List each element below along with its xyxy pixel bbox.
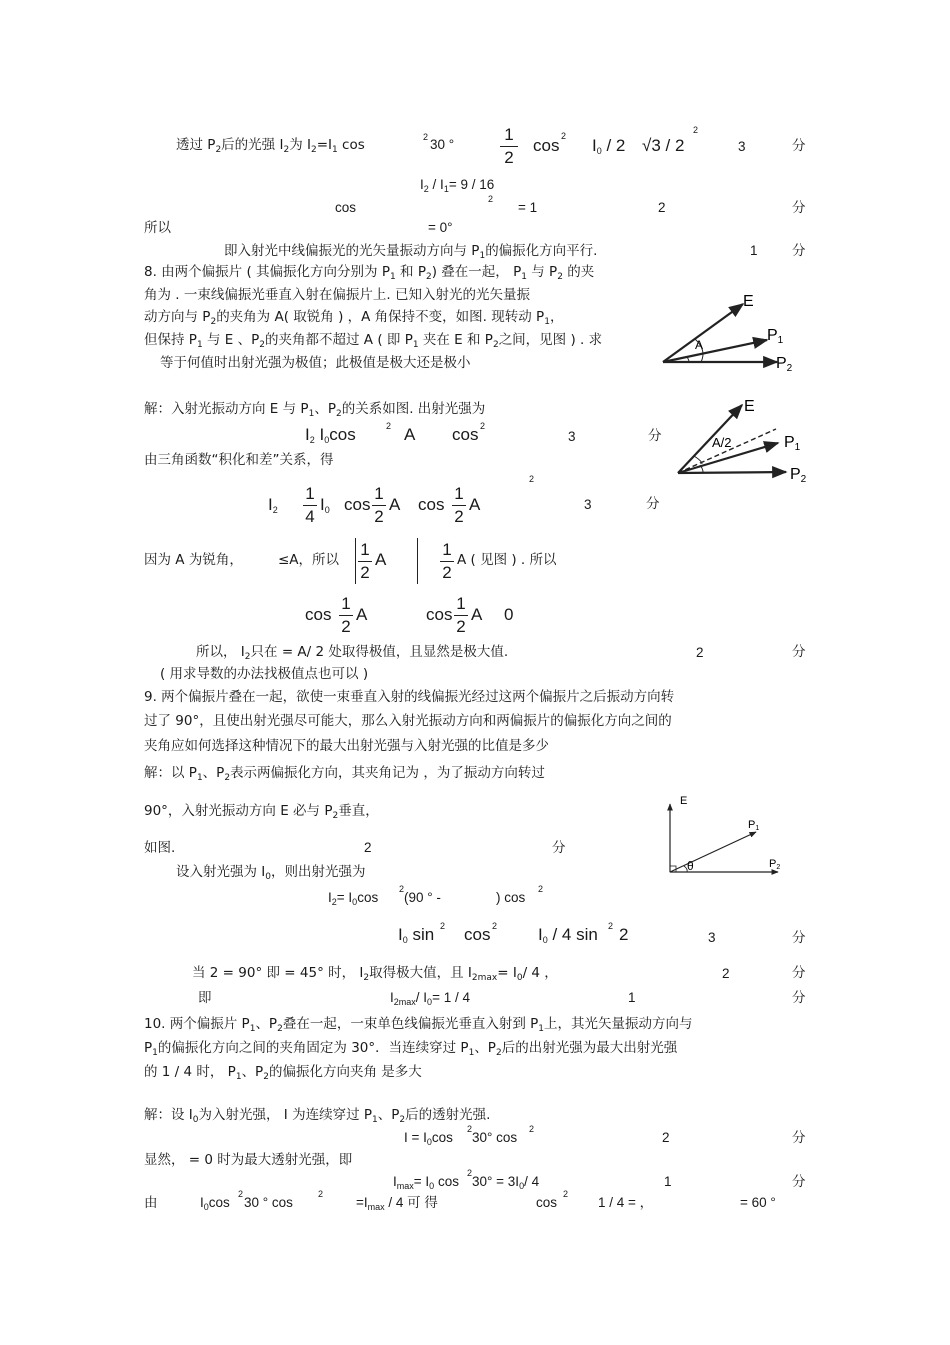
text-line: 如图. xyxy=(144,840,176,856)
score-unit: 分 xyxy=(792,1174,806,1190)
superscript: 2 xyxy=(467,1124,473,1134)
P1-label: P1 xyxy=(767,327,784,346)
score: 1 xyxy=(664,1174,672,1189)
math: $I_2= I_0\cos$ xyxy=(328,890,379,907)
superscript: 2 xyxy=(467,1168,473,1178)
text-line: $P_1$的偏振化方向之间的夹角固定为 30°．当连续穿过 $P_1$、$P_2$后的出射光强为最大出射光强 xyxy=(144,1040,678,1058)
fraction: 1 2 xyxy=(452,484,466,527)
math: 30° cos xyxy=(472,1130,518,1145)
math: A xyxy=(356,605,368,624)
fraction: 1 2 xyxy=(500,125,518,168)
superscript: 2 xyxy=(492,921,498,931)
text-line: 由三角函数“积化和差”关系，得 xyxy=(144,452,334,468)
math: cos xyxy=(344,495,371,514)
fraction: 1 2 xyxy=(454,594,468,637)
math: cos xyxy=(305,605,332,624)
score-unit: 分 xyxy=(646,496,660,512)
P2-label: P2 xyxy=(790,466,807,485)
score-unit: 分 xyxy=(792,990,806,1006)
math: cos xyxy=(533,136,560,155)
math: $I_{2max}/$ $I_0= 1 / 4$ xyxy=(390,990,470,1007)
superscript: 2 xyxy=(488,194,494,204)
fraction: 1 2 xyxy=(339,594,353,637)
text-line: 8. 由两个偏振片 ( 其偏振化方向分别为 $P_1$ 和 $P_2$) 叠在一起， $P_1$ 与 $P_2$ 的夹 xyxy=(144,264,595,282)
text-line: 动方向与 $P_2$的夹角为 A( 取锐角 ) ，A 角保持不变，如图. 现转动 $P_1$， xyxy=(144,309,564,327)
text-line: cos xyxy=(335,200,357,215)
superscript: 2 xyxy=(480,421,486,431)
score: 2 xyxy=(364,840,372,855)
math: cos xyxy=(418,495,445,514)
text-line: = 0° xyxy=(428,220,453,235)
math: A xyxy=(375,550,387,569)
score-unit: 分 xyxy=(792,200,806,216)
P1-label: P1 xyxy=(784,434,801,453)
polarization-diagram-3 xyxy=(660,792,790,882)
math: $I = I_0\cos$ xyxy=(404,1130,453,1147)
score-unit: 分 xyxy=(792,644,806,660)
score-unit: 分 xyxy=(792,930,806,946)
text-line: 即入射光中线偏振光的光矢量振动方向与 $P_1$的偏振化方向平行. xyxy=(224,243,598,261)
text-line: 但保持 $P_1$ 与 E 、$P_2$的夹角都不超过 A ( 即 $P_1$ 夹在 E 和 $P_2$之间，见图 ) . 求 xyxy=(144,332,603,350)
math: cos xyxy=(536,1195,558,1210)
text-line: A ( 见图 ) . 所以 xyxy=(457,552,557,568)
text-line: 等于何值时出射光强为极值；此极值是极大还是极小 xyxy=(160,355,471,371)
math: $I_0\cos$ xyxy=(200,1195,230,1212)
score: 3 xyxy=(584,497,592,512)
polarization-diagram-1 xyxy=(655,290,805,380)
text-line: 所以 xyxy=(144,220,171,236)
text-line: 解：以 $P_1$、$P_2$表示两偏振化方向，其夹角记为 ，为了振动方向转过 xyxy=(144,765,545,783)
fraction: 1 2 xyxy=(372,484,386,527)
text-line: 10. 两个偏振片 $P_1$、$P_2$叠在一起，一束单色线偏振光垂直入射到 $P_1$上，其光矢量振动方向与 xyxy=(144,1016,693,1034)
math: I0 / 4 sin xyxy=(538,925,598,945)
fraction: 1 4 xyxy=(303,484,317,527)
score: 1 xyxy=(750,243,758,258)
text-line: 设入射光强为 $I_0$，则出射光强为 xyxy=(176,864,366,882)
text-line: 角为 . 一束线偏振光垂直入射在偏振片上. 已知入射光的光矢量振 xyxy=(144,287,530,303)
P1-label: P1 xyxy=(748,819,760,832)
score-unit: 分 xyxy=(792,1130,806,1146)
math: 0 xyxy=(504,605,514,624)
text-line: 当 2 = 90° 即 = 45° 时， $I_2$取得极大值，且 $I_{2max}= I_0/$ 4 ， xyxy=(192,965,558,983)
score-unit: 分 xyxy=(648,428,662,444)
superscript: 2 xyxy=(529,1124,535,1134)
text-line: 的 1 / 4 时， $P_1$、$P_2$的偏振化方向夹角 是多大 xyxy=(144,1064,422,1082)
superscript: 2 xyxy=(693,125,699,135)
text-line: 透过 $P_2$后的光强 $I_2$为 $I_2=I_1$ cos xyxy=(176,137,365,155)
E-label: E xyxy=(680,795,688,807)
polarization-diagram-2 xyxy=(672,395,812,485)
math: cos xyxy=(452,425,479,444)
abs-bar xyxy=(417,538,418,584)
text-line: = 1 xyxy=(518,200,538,215)
superscript: 2 xyxy=(608,921,614,931)
superscript: 2 xyxy=(318,1189,324,1199)
text-line: 30 ° xyxy=(430,137,455,152)
P2-label: P2 xyxy=(776,355,793,374)
superscript: 2 xyxy=(529,474,535,484)
score: 2 xyxy=(662,1130,670,1145)
score-unit: 分 xyxy=(792,138,806,154)
superscript: 2 xyxy=(538,884,544,894)
P2-label: P2 xyxy=(769,858,781,871)
math: I0 xyxy=(320,495,330,515)
E-label: E xyxy=(743,293,754,310)
fraction: 1 2 xyxy=(440,540,454,583)
score-unit: 分 xyxy=(792,243,806,259)
fraction: 1 2 xyxy=(358,540,372,583)
math: 2 xyxy=(619,925,629,944)
text-line: 解：设 $I_0$为入射光强， I 为连续穿过 $P_1$、$P_2$后的透射光强. xyxy=(144,1107,491,1125)
math: I2 I0cos xyxy=(305,425,356,445)
superscript: 2 xyxy=(440,921,446,931)
superscript: 2 xyxy=(399,884,405,894)
text-line: 显然， = 0 时为最大透射光强，即 xyxy=(144,1152,353,1168)
score: 2 xyxy=(696,645,704,660)
math: = 60 ° xyxy=(740,1195,776,1210)
text-line: 90°，入射光振动方向 E 必与 $P_2$垂直， xyxy=(144,803,379,821)
superscript: 2 xyxy=(561,131,567,141)
text-line: ( 用求导数的办法找极值点也可以 ) xyxy=(160,666,369,682)
superscript: 2 xyxy=(386,421,392,431)
superscript: 2 xyxy=(238,1189,244,1199)
text-line: 即 xyxy=(198,990,212,1006)
text-line: $I_2 / I_1= 9 / 16$ xyxy=(420,177,495,194)
math: $I_{max}= I_0$ cos xyxy=(393,1174,459,1191)
math: 1 / 4 = ， xyxy=(598,1195,654,1210)
math: A xyxy=(471,605,483,624)
math: I2 xyxy=(268,495,278,515)
text-line: 过了 90°，且使出射光强尽可能大，那么入射光振动方向和两偏振片的偏振化方向之间的 xyxy=(144,713,672,729)
math: $30^\circ = 3I_0/$ 4 xyxy=(472,1174,540,1191)
abs-bar xyxy=(355,538,356,584)
score: 3 xyxy=(708,930,716,945)
math: cos xyxy=(426,605,453,624)
score: 2 xyxy=(658,200,666,215)
math: 30 ° cos xyxy=(244,1195,293,1210)
text-line: ≤A，所以 xyxy=(278,552,340,568)
text-line: 解：入射光振动方向 E 与 $P_1$、$P_2$的关系如图. 出射光强为 xyxy=(144,401,486,419)
math: $=I_{max} / 4$ 可 得 xyxy=(356,1195,438,1212)
text-line: 因为 A 为锐角， xyxy=(144,552,243,568)
math: A xyxy=(469,495,481,514)
math: √3 / 2 xyxy=(642,136,685,155)
superscript: 2 xyxy=(563,1189,569,1199)
superscript: 2 xyxy=(423,132,429,142)
score: 3 xyxy=(738,139,746,154)
angle-A-label: A xyxy=(695,338,704,352)
score-unit: 分 xyxy=(792,965,806,981)
text-line: 由 xyxy=(144,1195,158,1211)
text-line: 9. 两个偏振片叠在一起，欲使一束垂直入射的线偏振光经过这两个偏振片之后振动方向转 xyxy=(144,689,675,705)
score-unit: 分 xyxy=(552,840,566,856)
score: 2 xyxy=(722,966,730,981)
math: A xyxy=(389,495,401,514)
score: 3 xyxy=(568,429,576,444)
math: cos xyxy=(464,925,491,944)
text-line: 所以， $I_2$只在 = A/ 2 处取得极值，且显然是极大值. xyxy=(196,644,509,662)
math: I0 / 2 xyxy=(592,136,626,156)
theta-label: θ xyxy=(687,859,694,873)
E-label: E xyxy=(744,398,755,415)
math: ) cos xyxy=(496,890,526,905)
half-angle-label: A/2 xyxy=(712,435,732,450)
text-line: 夹角应如何选择这种情况下的最大出射光强与入射光强的比值是多少 xyxy=(144,738,549,754)
math: I0 sin xyxy=(398,925,435,945)
math: (90 ° - xyxy=(404,890,441,905)
math: A xyxy=(404,425,416,444)
score: 1 xyxy=(628,990,636,1005)
